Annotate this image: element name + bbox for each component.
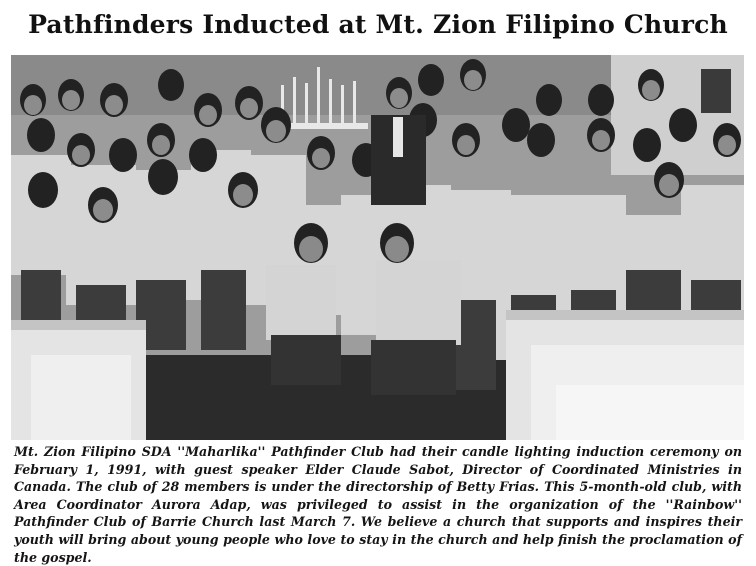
group-photo <box>11 55 744 440</box>
headline: Pathfinders Inducted at Mt. Zion Filipino Church <box>28 10 728 39</box>
caption: Mt. Zion Filipino SDA ''Maharlika'' Pathfinder Club had their candle lighting induction ceremony on February 1, 1991, with guest speaker Elder Claude Sabot, Director of Coordinated Ministries in Canada. The club of 28 members is under the directorship of Betty Frias. This 5-month-old club, with Area Coordinator Aurora Adap, was privileged to assist in the organization of the ''Rainbow'' Pathfinder Club of Barrie Church last March 7. We believe a church that supports and inspires their youth will bring about young people who love to stay in the church and help finish the proclamation of the gospel. <box>14 444 742 565</box>
